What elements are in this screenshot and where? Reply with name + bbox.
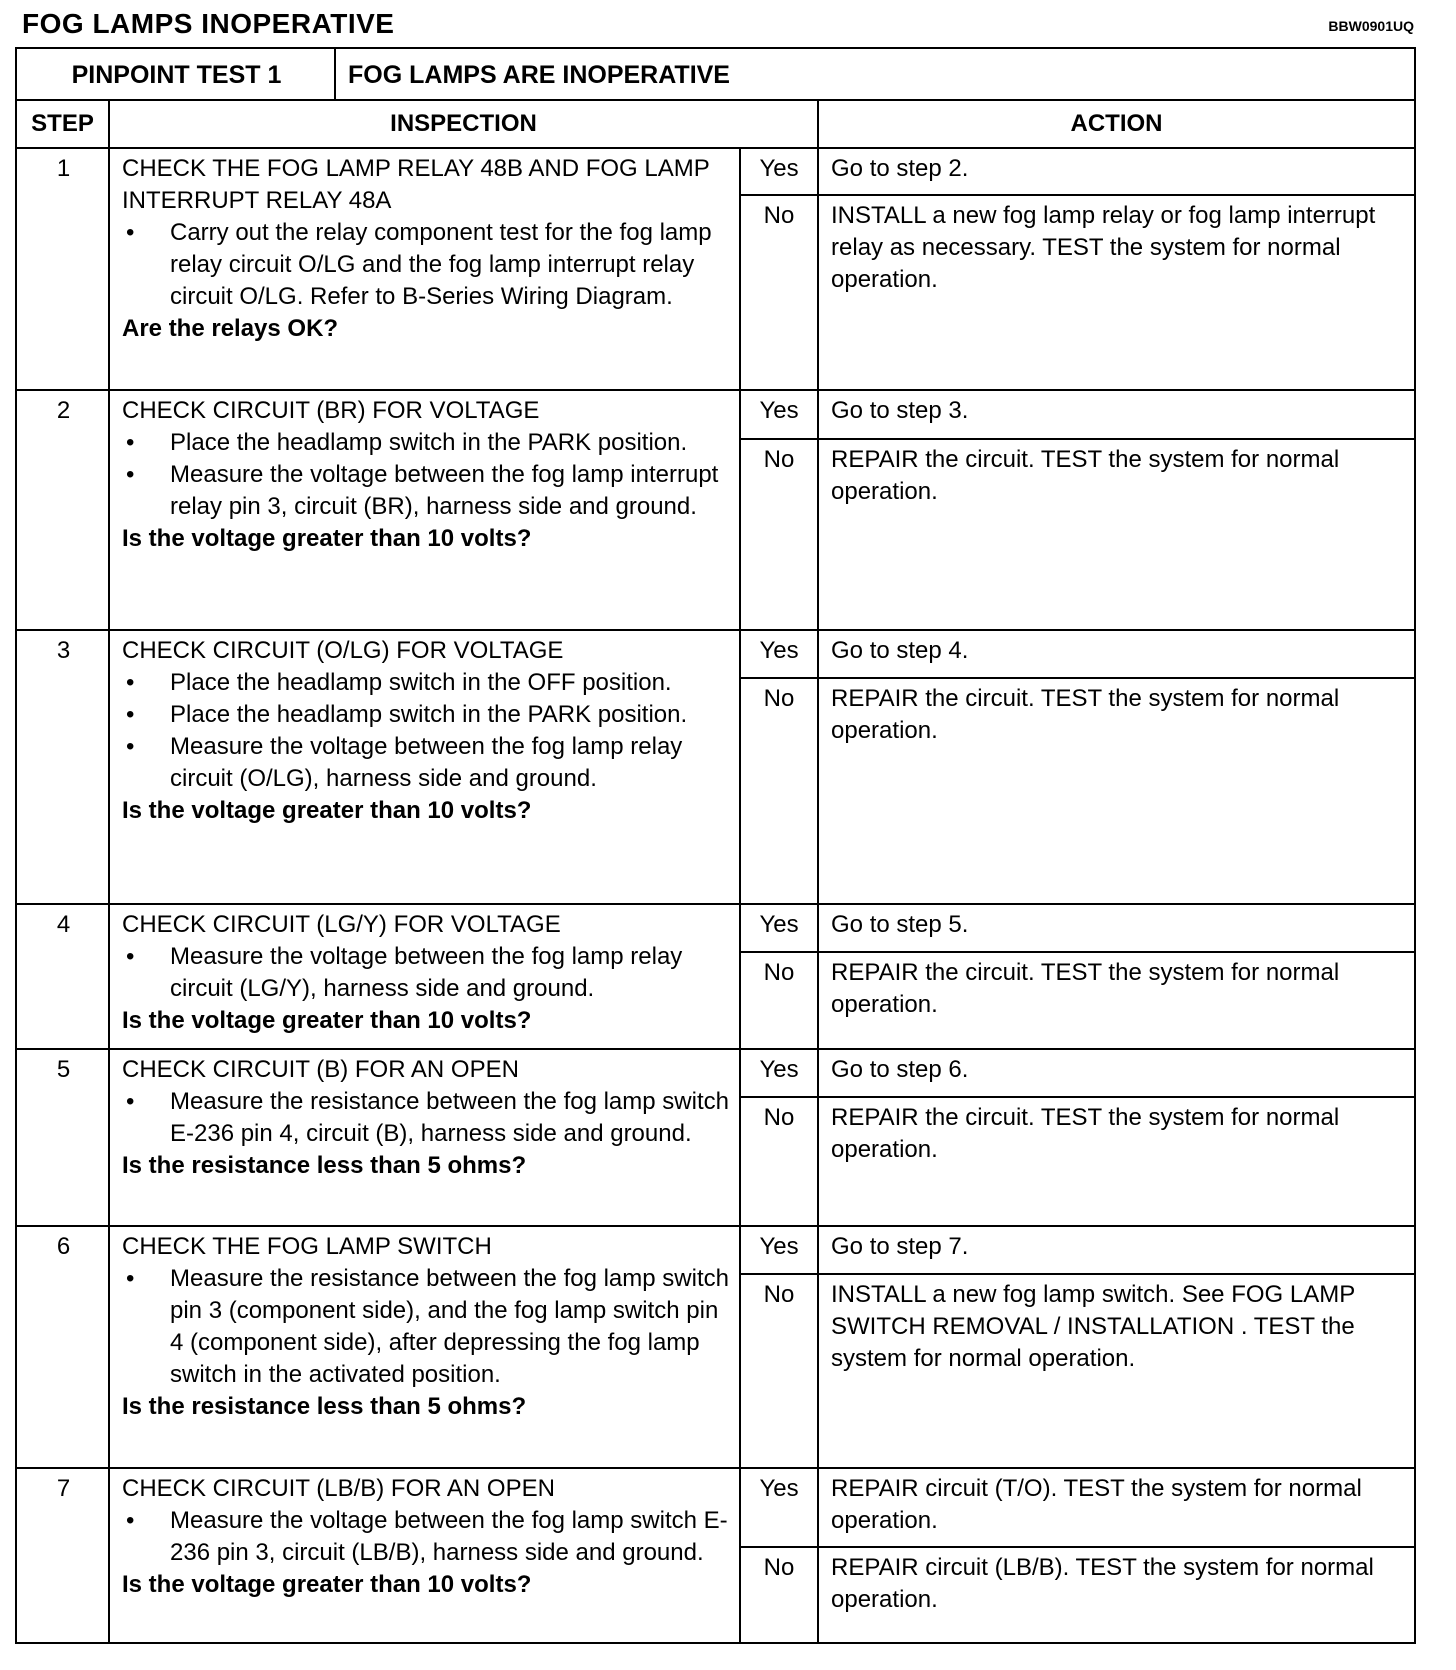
inspection-question: Are the relays OK?	[122, 315, 339, 342]
step-number: 4	[16, 904, 109, 1049]
inspection-heading: CHECK CIRCUIT (LB/B) FOR AN OPEN	[122, 1475, 555, 1502]
inspection-question: Is the voltage greater than 10 volts?	[122, 1007, 532, 1034]
header-action: ACTION	[818, 100, 1415, 148]
table-row	[16, 148, 1415, 195]
inspection-bullets	[122, 1505, 729, 1569]
inspection-bullet: • Measure the voltage between the fog lamp relay circuit (LG/Y), harness side and ground.	[170, 941, 729, 1005]
step-number: 1	[16, 148, 109, 390]
inspection-bullet: • Measure the resistance between the fog lamp switch pin 3 (component side), and the fog lamp switch pin 4 (component side), after depressing the fog lamp switch in the activated position.	[170, 1263, 729, 1391]
inspection-question: Is the resistance less than 5 ohms?	[122, 1393, 527, 1420]
header-step: STEP	[16, 100, 109, 148]
yes-label: Yes	[740, 390, 818, 439]
inspection-bullet: • Place the headlamp switch in the PARK position.	[170, 699, 729, 731]
inspection-question: Is the voltage greater than 10 volts?	[122, 797, 532, 824]
yes-label: Yes	[740, 1049, 818, 1097]
inspection-cell	[109, 390, 740, 630]
inspection-cell	[109, 148, 740, 390]
inspection-question: Is the resistance less than 5 ohms?	[122, 1152, 527, 1179]
inspection-bullets	[122, 217, 729, 313]
inspection-heading: CHECK CIRCUIT (B) FOR AN OPEN	[122, 1056, 519, 1083]
yes-label: Yes	[740, 1468, 818, 1547]
figure-code: BBW0901UQ	[1328, 18, 1414, 34]
no-action: REPAIR the circuit. TEST the system for normal operation.	[818, 439, 1415, 630]
table-row	[16, 1468, 1415, 1547]
inspection-bullets	[122, 1263, 729, 1391]
step-number: 5	[16, 1049, 109, 1226]
no-label: No	[740, 195, 818, 390]
inspection-bullet: • Place the headlamp switch in the OFF position.	[170, 667, 729, 699]
table-row	[16, 390, 1415, 439]
inspection-bullet: • Measure the voltage between the fog lamp interrupt relay pin 3, circuit (BR), harness side and ground.	[170, 459, 729, 523]
inspection-heading: CHECK CIRCUIT (LG/Y) FOR VOLTAGE	[122, 911, 561, 938]
inspection-cell	[109, 904, 740, 1049]
yes-action: Go to step 2.	[818, 148, 1415, 195]
yes-label: Yes	[740, 904, 818, 952]
inspection-cell	[109, 1468, 740, 1643]
inspection-bullets	[122, 1086, 729, 1150]
no-label: No	[740, 1097, 818, 1226]
yes-action: Go to step 7.	[818, 1226, 1415, 1274]
pinpoint-test-table	[15, 47, 1416, 1644]
inspection-bullets	[122, 667, 729, 795]
inspection-question: Is the voltage greater than 10 volts?	[122, 525, 532, 552]
inspection-bullet: • Measure the resistance between the fog lamp switch E-236 pin 4, circuit (B), harness side and ground.	[170, 1086, 729, 1150]
no-action: REPAIR the circuit. TEST the system for normal operation.	[818, 952, 1415, 1049]
step-number: 3	[16, 630, 109, 904]
yes-action: Go to step 4.	[818, 630, 1415, 678]
no-label: No	[740, 439, 818, 630]
pinpoint-test-title: FOG LAMPS ARE INOPERATIVE	[335, 48, 1415, 100]
no-label: No	[740, 678, 818, 904]
table-row	[16, 630, 1415, 678]
inspection-cell	[109, 630, 740, 904]
yes-action: Go to step 5.	[818, 904, 1415, 952]
no-action: INSTALL a new fog lamp switch. See FOG LAMP SWITCH REMOVAL / INSTALLATION . TEST the system for normal operation.	[818, 1274, 1415, 1468]
inspection-bullet: • Measure the voltage between the fog lamp switch E-236 pin 3, circuit (LB/B), harness side and ground.	[170, 1505, 729, 1569]
table-row	[16, 1226, 1415, 1274]
inspection-bullets	[122, 941, 729, 1005]
step-number: 2	[16, 390, 109, 630]
inspection-cell	[109, 1049, 740, 1226]
yes-label: Yes	[740, 1226, 818, 1274]
no-action: REPAIR circuit (LB/B). TEST the system for normal operation.	[818, 1547, 1415, 1643]
yes-label: Yes	[740, 148, 818, 195]
inspection-cell	[109, 1226, 740, 1468]
yes-label: Yes	[740, 630, 818, 678]
inspection-heading: CHECK CIRCUIT (O/LG) FOR VOLTAGE	[122, 637, 564, 664]
inspection-bullet: • Carry out the relay component test for the fog lamp relay circuit O/LG and the fog lamp interrupt relay circuit O/LG. Refer to B-Series Wiring Diagram.	[170, 217, 729, 313]
inspection-heading: CHECK THE FOG LAMP SWITCH	[122, 1233, 492, 1260]
pinpoint-test-label: PINPOINT TEST 1	[16, 48, 335, 100]
step-number: 6	[16, 1226, 109, 1468]
table-row	[16, 1049, 1415, 1097]
step-number: 7	[16, 1468, 109, 1643]
page-title: FOG LAMPS INOPERATIVE	[22, 8, 395, 39]
inspection-heading: CHECK THE FOG LAMP RELAY 48B AND FOG LAMP INTERRUPT RELAY 48A	[122, 155, 710, 214]
no-action: INSTALL a new fog lamp relay or fog lamp interrupt relay as necessary. TEST the system for normal operation.	[818, 195, 1415, 390]
inspection-question: Is the voltage greater than 10 volts?	[122, 1571, 532, 1598]
no-label: No	[740, 1547, 818, 1643]
yes-action: REPAIR circuit (T/O). TEST the system for normal operation.	[818, 1468, 1415, 1547]
table-row	[16, 904, 1415, 952]
no-action: REPAIR the circuit. TEST the system for normal operation.	[818, 678, 1415, 904]
yes-action: Go to step 6.	[818, 1049, 1415, 1097]
inspection-bullet: • Measure the voltage between the fog lamp relay circuit (O/LG), harness side and ground.	[170, 731, 729, 795]
inspection-bullets	[122, 427, 729, 523]
header-inspection: INSPECTION	[109, 100, 818, 148]
no-label: No	[740, 952, 818, 1049]
yes-action: Go to step 3.	[818, 390, 1415, 439]
no-action: REPAIR the circuit. TEST the system for normal operation.	[818, 1097, 1415, 1226]
inspection-heading: CHECK CIRCUIT (BR) FOR VOLTAGE	[122, 397, 540, 424]
no-label: No	[740, 1274, 818, 1468]
inspection-bullet: • Place the headlamp switch in the PARK position.	[170, 427, 729, 459]
